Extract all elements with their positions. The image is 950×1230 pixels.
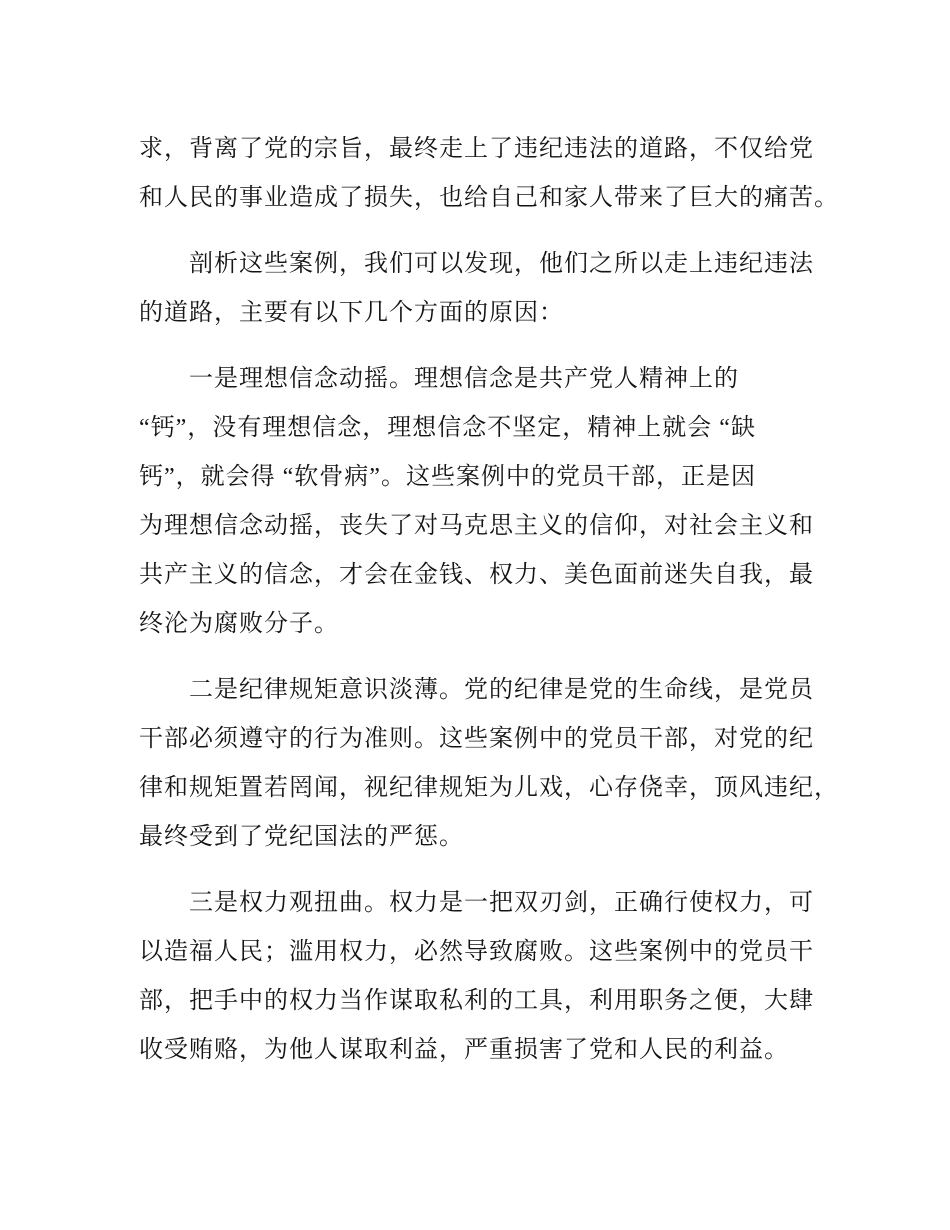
paragraph bbox=[139, 879, 841, 1075]
paragraph bbox=[139, 240, 841, 338]
text-line: 共产主义的信念，才会在金钱、权力、美色面前迷失自我，最 bbox=[139, 562, 814, 588]
text-line: 终沦为腐败分子。 bbox=[139, 611, 339, 637]
text-line: 部，把手中的权力当作谋取私利的工具，利用职务之便，大肆 bbox=[139, 988, 814, 1014]
paragraph bbox=[139, 125, 841, 223]
text-line: 最终受到了党纪国法的严惩。 bbox=[139, 824, 464, 850]
text-line: 以造福人民；滥用权力，必然导致腐败。这些案例中的党员干 bbox=[139, 939, 814, 965]
text-line: 为理想信念动摇，丧失了对马克思主义的信仰，对社会主义和 bbox=[139, 513, 814, 539]
text-line: 求，背离了党的宗旨，最终走上了违纪违法的道路，不仅给党 bbox=[139, 136, 814, 162]
text-line: 和人民的事业造成了损失，也给自己和家人带来了巨大的痛苦。 bbox=[139, 185, 839, 211]
document-body bbox=[139, 125, 841, 1075]
text-line: 二是纪律规矩意识淡薄。党的纪律是党的生命线，是党员 bbox=[189, 677, 814, 703]
text-line: “钙”，没有理想信念，理想信念不坚定，精神上就会 “缺 bbox=[139, 415, 756, 441]
text-line: 的道路，主要有以下几个方面的原因： bbox=[139, 300, 564, 326]
paragraph bbox=[139, 666, 841, 862]
text-line: 收受贿赂，为他人谋取利益，严重损害了党和人民的利益。 bbox=[139, 1037, 789, 1063]
paragraph bbox=[139, 355, 841, 649]
text-line: 律和规矩置若罔闻，视纪律规矩为儿戏，心存侥幸，顶风违纪， bbox=[139, 775, 839, 801]
text-line: 一是理想信念动摇。理想信念是共产党人精神上的 bbox=[189, 366, 739, 392]
text-line: 三是权力观扭曲。权力是一把双刃剑，正确行使权力，可 bbox=[189, 890, 814, 916]
text-line: 干部必须遵守的行为准则。这些案例中的党员干部，对党的纪 bbox=[139, 726, 814, 752]
text-line: 剖析这些案例，我们可以发现，他们之所以走上违纪违法 bbox=[189, 251, 814, 277]
text-line: 钙”，就会得 “软骨病”。这些案例中的党员干部，正是因 bbox=[139, 464, 756, 490]
